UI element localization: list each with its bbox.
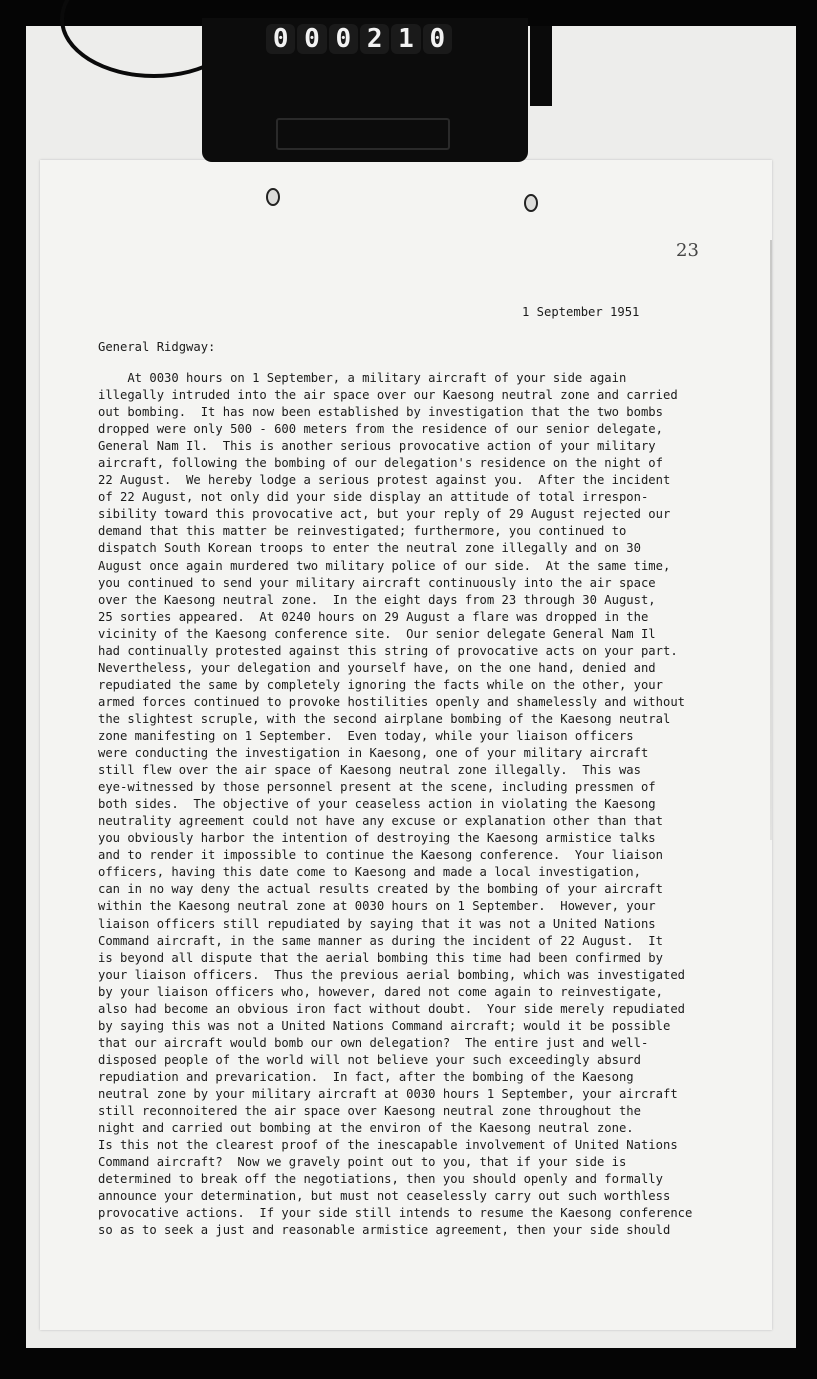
letter-salutation: General Ridgway:: [98, 340, 216, 354]
body-line: Is this not the clearest proof of the inescapable involvement of United Nations: [98, 1138, 678, 1153]
frame-counter-digits: [266, 24, 452, 54]
body-line: within the Kaesong neutral zone at 0030 hours on 1 September. However, your: [98, 899, 656, 914]
body-line: dropped were only 500 - 600 meters from the residence of our senior delegate,: [98, 422, 663, 437]
body-line: illegally intruded into the air space over our Kaesong neutral zone and carried: [98, 388, 678, 403]
body-line: neutrality agreement could not have any excuse or explanation other than that: [98, 814, 663, 829]
body-line: disposed people of the world will not believe your such exceedingly absurd: [98, 1052, 641, 1067]
body-line: your liaison officers. Thus the previous aerial bombing, which was investigated: [98, 967, 685, 982]
body-line: Command aircraft, in the same manner as during the incident of 22 August. It: [98, 933, 663, 948]
body-line: neutral zone by your military aircraft at 0030 hours 1 September, your aircraft: [98, 1086, 678, 1101]
body-line: At 0030 hours on 1 September, a military aircraft of your side again: [98, 371, 627, 385]
body-line: vicinity of the Kaesong conference site. Our senior delegate General Nam Il: [98, 626, 656, 641]
body-line: provocative actions. If your side still intends to resume the Kaesong conference: [98, 1206, 693, 1221]
body-line: eye-witnessed by those personnel present at the scene, including pressmen of: [98, 780, 656, 795]
counter-digit: 2: [360, 24, 389, 54]
letter-body: [98, 370, 738, 1239]
body-line: had continually protested against this string of provocative acts on your part.: [98, 643, 678, 658]
body-line: demand that this matter be reinvestigated; furthermore, you continued to: [98, 524, 627, 539]
body-line: repudiation and prevarication. In fact, after the bombing of the Kaesong: [98, 1069, 634, 1084]
body-line: can in no way deny the actual results created by the bombing of your aircraft: [98, 882, 663, 897]
punch-hole-right: [524, 194, 538, 212]
body-line: still reconnoitered the air space over Kaesong neutral zone throughout the: [98, 1104, 641, 1119]
page-marker: 23: [676, 240, 699, 261]
body-line: night and carried out bombing at the environ of the Kaesong neutral zone.: [98, 1121, 634, 1136]
body-line: by your liaison officers who, however, dared not come again to reinvestigate,: [98, 984, 663, 999]
counter-digit: 1: [391, 24, 420, 54]
counter-digit: 0: [329, 24, 358, 54]
body-line: over the Kaesong neutral zone. In the eight days from 23 through 30 August,: [98, 592, 656, 607]
body-line: zone manifesting on 1 September. Even today, while your liaison officers: [98, 728, 634, 743]
body-line: is beyond all dispute that the aerial bombing this time had been confirmed by: [98, 950, 663, 965]
body-line: 25 sorties appeared. At 0240 hours on 29 August a flare was dropped in the: [98, 609, 649, 624]
body-line: you continued to send your military aircraft continuously into the air space: [98, 575, 656, 590]
counter-clip: [530, 26, 552, 106]
body-line: liaison officers still repudiated by saying that it was not a United Nations: [98, 916, 656, 931]
body-line: and to render it impossible to continue the Kaesong conference. Your liaison: [98, 848, 663, 863]
punch-hole-left: [266, 188, 280, 206]
letter-date: 1 September 1951: [522, 305, 640, 319]
body-line: of 22 August, not only did your side display an attitude of total irrespon-: [98, 490, 649, 505]
body-line: also had become an obvious iron fact without doubt. Your side merely repudiated: [98, 1001, 685, 1016]
body-line: by saying this was not a United Nations Command aircraft; would it be possible: [98, 1018, 671, 1033]
body-line: sibility toward this provocative act, but your reply of 29 August rejected our: [98, 507, 671, 522]
body-line: were conducting the investigation in Kaesong, one of your military aircraft: [98, 746, 649, 761]
body-line: still flew over the air space of Kaesong neutral zone illegally. This was: [98, 763, 641, 778]
body-line: aircraft, following the bombing of our delegation's residence on the night of: [98, 456, 663, 471]
counter-digit: 0: [423, 24, 452, 54]
body-line: August once again murdered two military police of our side. At the same time,: [98, 558, 671, 573]
body-line: you obviously harbor the intention of destroying the Kaesong armistice talks: [98, 831, 656, 846]
body-line: both sides. The objective of your ceaseless action in violating the Kaesong: [98, 797, 656, 812]
body-line: repudiated the same by completely ignoring the facts while on the other, your: [98, 677, 663, 692]
body-line: Nevertheless, your delegation and yourself have, on the one hand, denied and: [98, 660, 656, 675]
body-line: that our aircraft would bomb our own delegation? The entire just and well-: [98, 1035, 649, 1050]
body-line: out bombing. It has now been established by investigation that the two bombs: [98, 405, 663, 420]
body-line: armed forces continued to provoke hostilities openly and shamelessly and without: [98, 694, 685, 709]
body-line: dispatch South Korean troops to enter the neutral zone illegally and on 30: [98, 541, 641, 556]
body-line: Command aircraft? Now we gravely point out to you, that if your side is: [98, 1155, 627, 1170]
counter-digit: 0: [297, 24, 326, 54]
body-line: officers, having this date come to Kaesong and made a local investigation,: [98, 865, 641, 880]
page-edge-shadow: [770, 240, 772, 840]
body-line: the slightest scruple, with the second airplane bombing of the Kaesong neutral: [98, 711, 671, 726]
body-line: General Nam Il. This is another serious provocative action of your military: [98, 439, 656, 454]
body-line: so as to seek a just and reasonable armistice agreement, then your side should: [98, 1223, 671, 1238]
body-line: announce your determination, but must not ceaselessly carry out such worthless: [98, 1189, 671, 1204]
counter-digit: 0: [266, 24, 295, 54]
counter-slot: [276, 118, 450, 150]
body-line: determined to break off the negotiations, then you should openly and formally: [98, 1172, 663, 1187]
body-line: 22 August. We hereby lodge a serious protest against you. After the incident: [98, 473, 671, 488]
